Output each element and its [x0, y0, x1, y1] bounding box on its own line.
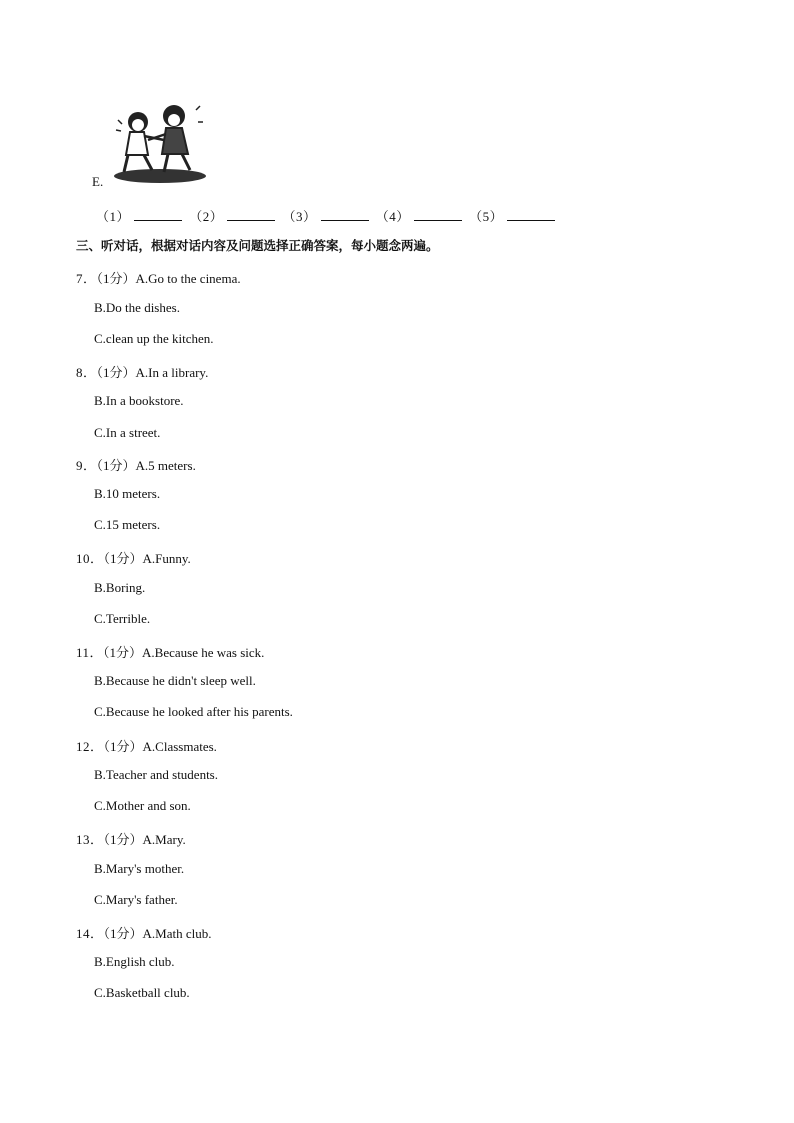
option-b[interactable]: B.10 meters. [94, 486, 161, 501]
blank-number: （2） [189, 209, 224, 224]
option-b[interactable]: B.Teacher and students. [94, 767, 218, 782]
blank-number: （5） [469, 209, 504, 224]
question-score: （1分） [103, 739, 143, 754]
option-c[interactable]: C.Mother and son. [94, 798, 191, 813]
question-stem [76, 923, 212, 942]
option-c[interactable]: C.In a street. [94, 425, 161, 440]
question-score: （1分） [103, 551, 143, 566]
blank-line [321, 208, 369, 221]
question-score: （1分） [96, 458, 136, 473]
question-stem [76, 736, 217, 755]
answer-blank[interactable] [469, 206, 555, 225]
answer-blanks-row [96, 206, 559, 225]
question-score: （1分） [96, 365, 136, 380]
option-a[interactable]: A.In a library. [135, 365, 209, 380]
answer-blank[interactable] [189, 206, 275, 225]
question-stem [76, 642, 264, 661]
question-score: （1分） [103, 832, 143, 847]
option-b[interactable]: B.English club. [94, 954, 175, 969]
option-a[interactable]: A.5 meters. [135, 458, 196, 473]
blank-line [414, 208, 462, 221]
option-c[interactable]: C.Because he looked after his parents. [94, 704, 293, 719]
question-stem [76, 455, 196, 474]
blank-number: （4） [375, 209, 410, 224]
option-b[interactable]: B.Do the dishes. [94, 300, 180, 315]
option-label: E. [92, 174, 104, 189]
question-number: 9． [76, 458, 97, 473]
question-number: 14． [76, 926, 104, 941]
question-number: 7． [76, 271, 97, 286]
blank-line [227, 208, 275, 221]
option-b[interactable]: B.In a bookstore. [94, 393, 184, 408]
question-stem [76, 268, 241, 287]
option-c[interactable]: C.Basketball club. [94, 985, 190, 1000]
option-a[interactable]: A.Math club. [142, 926, 212, 941]
option-c[interactable]: C.15 meters. [94, 517, 161, 532]
option-a[interactable]: A.Because he was sick. [142, 645, 265, 660]
question-score: （1分） [103, 926, 143, 941]
option-b[interactable]: B.Mary's mother. [94, 861, 185, 876]
question-stem [76, 362, 208, 381]
blank-number: （3） [282, 209, 317, 224]
question-number: 12． [76, 739, 104, 754]
question-number: 13． [76, 832, 104, 847]
option-b[interactable]: B.Boring. [94, 580, 146, 595]
option-a[interactable]: A.Mary. [142, 832, 186, 847]
answer-blank[interactable] [96, 206, 182, 225]
question-number: 8． [76, 365, 97, 380]
blank-number: （1） [96, 209, 131, 224]
option-c[interactable]: C.Terrible. [94, 611, 151, 626]
option-a[interactable]: A.Go to the cinema. [135, 271, 241, 286]
option-a[interactable]: A.Classmates. [142, 739, 217, 754]
question-stem [76, 829, 186, 848]
option-c[interactable]: C.clean up the kitchen. [94, 331, 214, 346]
question-stem [76, 548, 191, 567]
question-number: 10． [76, 551, 104, 566]
children-dancing-icon [108, 100, 208, 186]
question-score: （1分） [103, 645, 143, 660]
answer-blank[interactable] [283, 206, 369, 225]
blank-line [134, 208, 182, 221]
section-title: 三、听对话，根据对话内容及问题选择正确答案，每小题念两遍。 [76, 238, 439, 253]
option-b[interactable]: B.Because he didn't sleep well. [94, 673, 256, 688]
question-number: 11． [76, 645, 104, 660]
option-c[interactable]: C.Mary's father. [94, 892, 178, 907]
option-a[interactable]: A.Funny. [142, 551, 191, 566]
picture-option-e [92, 100, 222, 192]
answer-blank[interactable] [376, 206, 462, 225]
blank-line [507, 208, 555, 221]
question-score: （1分） [96, 271, 136, 286]
